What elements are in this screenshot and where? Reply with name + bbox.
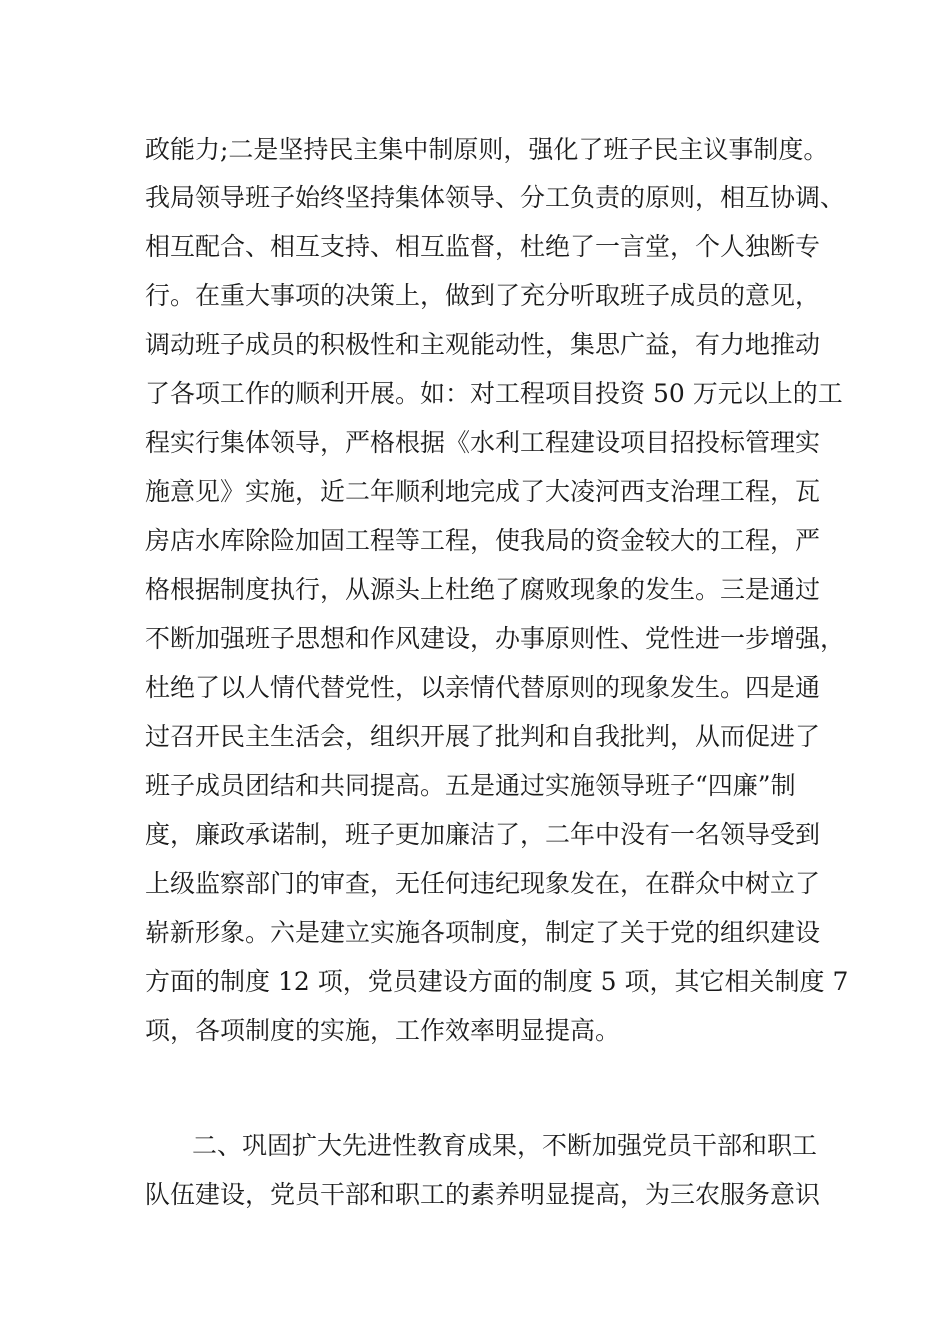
text-line: 格根据制度执行，从源头上杜绝了腐败现象的发生。三是通过: [145, 575, 821, 604]
text-line: 了各项工作的顺利开展。如：对工程项目投资 50 万元以上的工: [145, 379, 843, 408]
text-line: 行。在重大事项的决策上，做到了充分听取班子成员的意见，: [145, 281, 821, 310]
text-line: 房店水库除险加固工程等工程，使我局的资金较大的工程，严: [145, 526, 821, 555]
text-line: 政能力;二是坚持民主集中制原则，强化了班子民主议事制度。: [145, 135, 829, 164]
text-line: 杜绝了以人情代替党性，以亲情代替原则的现象发生。四是通: [145, 673, 821, 702]
text-line: 我局领导班子始终坚持集体领导、分工负责的原则，相互协调、: [145, 183, 846, 212]
text-line: 项，各项制度的实施，工作效率明显提高。: [145, 1016, 621, 1045]
text-line: 方面的制度 12 项，党员建设方面的制度 5 项，其它相关制度 7: [145, 967, 849, 996]
text-line: 不断加强班子思想和作风建设，办事原则性、党性进一步增强，: [145, 624, 846, 653]
text-line: 二、巩固扩大先进性教育成果，不断加强党员干部和职工: [192, 1131, 818, 1160]
text-line: 程实行集体领导，严格根据《水利工程建设项目招投标管理实: [145, 428, 821, 457]
text-line: 班子成员团结和共同提高。五是通过实施领导班子“四廉”制: [145, 771, 796, 800]
text-line: 调动班子成员的积极性和主观能动性，集思广益，有力地推动: [145, 330, 821, 359]
text-line: 队伍建设，党员干部和职工的素养明显提高，为三农服务意识: [145, 1180, 821, 1209]
text-line: 度，廉政承诺制，班子更加廉洁了，二年中没有一名领导受到: [145, 820, 821, 849]
text-line: 相互配合、相互支持、相互监督，杜绝了一言堂，个人独断专: [145, 232, 821, 261]
text-line: 上级监察部门的审查，无任何违纪现象发在，在群众中树立了: [145, 869, 821, 898]
text-line: 崭新形象。六是建立实施各项制度，制定了关于党的组织建设: [145, 918, 821, 947]
text-line: 过召开民主生活会，组织开展了批判和自我批判，从而促进了: [145, 722, 821, 751]
text-line: 施意见》实施，近二年顺利地完成了大凌河西支治理工程，瓦: [145, 477, 821, 506]
